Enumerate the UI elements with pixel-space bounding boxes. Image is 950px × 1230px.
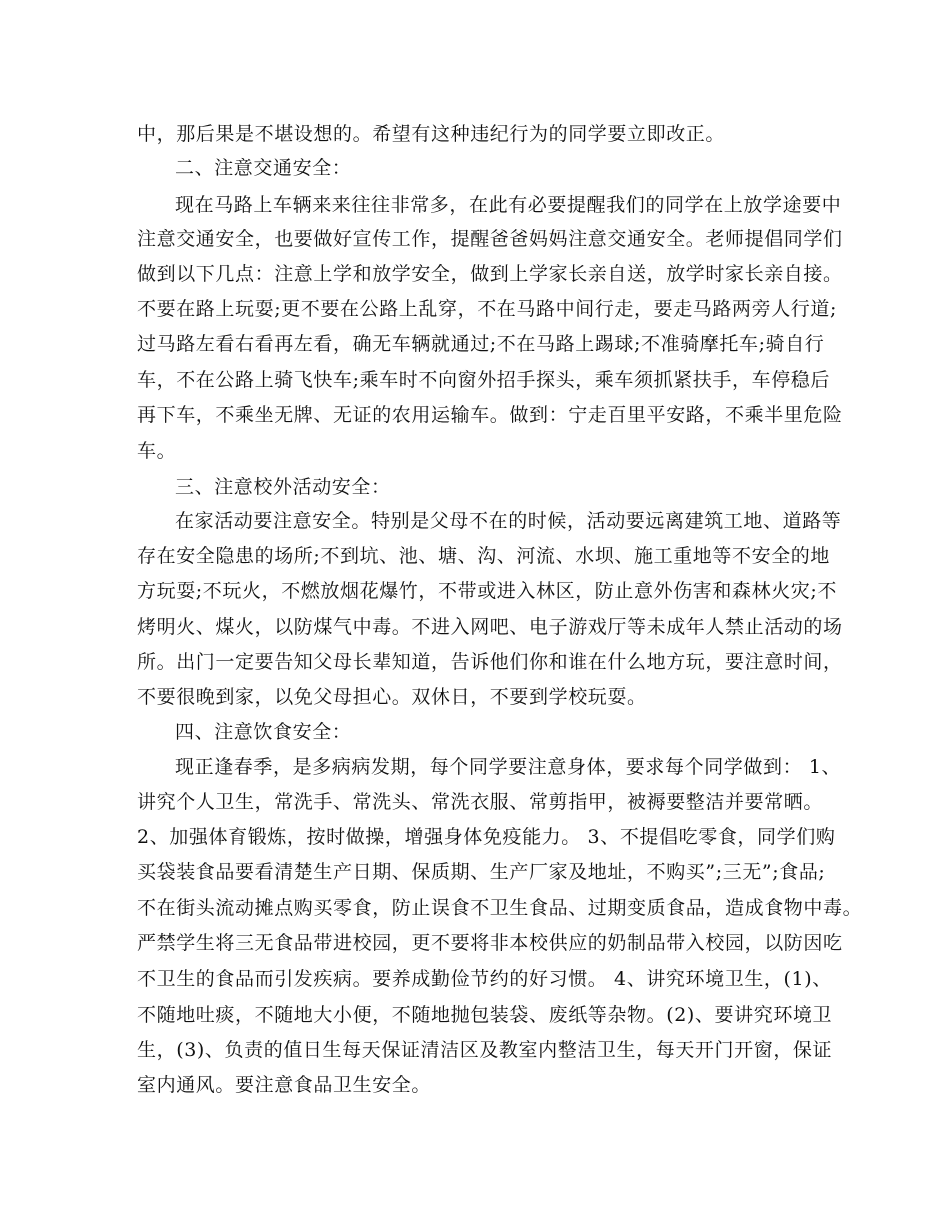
text-line: 中，那后果是不堪设想的。希望有这种违纪行为的同学要立即改正。: [137, 123, 726, 145]
text-line: 做到以下几点：注意上学和放学安全，做到上学家长亲自送，放学时家长亲自接。: [137, 263, 843, 285]
text-line: 方玩耍;不玩火，不燃放烟花爆竹，不带或进入林区，防止意外伤害和森林火灾;不: [137, 580, 838, 602]
section-heading-traffic: 二、注意交通安全：: [175, 157, 352, 179]
text-line: 生，(3)、负责的值日生每天保证清洁区及教室内整洁卫生，每天开门开窗，保证: [137, 1039, 833, 1061]
text-line: 严禁学生将三无食品带进校园，更不要将非本校供应的奶制品带入校园，以防因吃: [137, 932, 843, 954]
section-heading-outdoor: 三、注意校外活动安全：: [175, 476, 391, 498]
text-line: 现在马路上车辆来来往往非常多，在此有必要提醒我们的同学在上放学途要中: [175, 194, 842, 216]
text-line: 讲究个人卫生，常洗手、常洗头、常洗衣服、常剪指甲，被褥要整洁并要常晒。: [137, 791, 824, 813]
text-line: 2、加强体育锻炼，按时做操，增强身体免疫能力。 3、不提倡吃零食，同学们购: [137, 826, 836, 848]
text-line: 车，不在公路上骑飞快车;乘车时不向窗外招手探头，乘车须抓紧扶手，车停稳后: [137, 369, 831, 391]
section-heading-food: 四、注意饮食安全：: [175, 721, 352, 743]
text-line: 车。: [137, 440, 177, 462]
text-line: 所。出门一定要告知父母长辈知道，告诉他们你和谁在什么地方玩，要注意时间，: [137, 651, 843, 673]
text-line: 不要在路上玩耍;更不要在公路上乱穿，不在马路中间行走，要走马路两旁人行道;: [137, 298, 838, 320]
text-line: 注意交通安全，也要做好宣传工作，提醒爸爸妈妈注意交通安全。老师提倡同学们: [137, 228, 843, 250]
text-line: 室内通风。要注意食品卫生安全。: [137, 1074, 432, 1096]
text-line: 不在街头流动摊点购买零食，防止误食不卫生食品、过期变质食品，造成食物中毒。: [137, 897, 863, 919]
text-line: 现正逢春季，是多病病发期，每个同学要注意身体，要求每个同学做到： 1、: [175, 756, 842, 778]
text-line: 不要很晚到家，以免父母担心。双休日，不要到学校玩耍。: [137, 686, 647, 708]
text-line: 不随地吐痰，不随地大小便，不随地抛包装袋、废纸等杂物。(2)、要讲究环境卫: [137, 1004, 833, 1026]
text-line: 在家活动要注意安全。特别是父母不在的时候，活动要远离建筑工地、道路等: [175, 510, 842, 532]
text-line: 买袋装食品要看清楚生产日期、保质期、生产厂家及地址，不购买”;三无”;食品;: [137, 861, 826, 883]
text-line: 存在安全隐患的场所;不到坑、池、塘、沟、河流、水坝、施工重地等不安全的地: [137, 545, 831, 567]
text-line: 过马路左看右看再左看，确无车辆就通过;不在马路上踢球;不准骑摩托车;骑自行: [137, 333, 825, 355]
text-line: 不卫生的食品而引发疾病。要养成勤俭节约的好习惯。 4、讲究环境卫生，(1)、: [137, 968, 832, 990]
text-line: 烤明火、煤火，以防煤气中毒。不进入网吧、电子游戏厅等未成年人禁止活动的场: [137, 616, 843, 638]
text-line: 再下车，不乘坐无牌、无证的农用运输车。做到：宁走百里平安路，不乘半里危险: [137, 404, 843, 426]
